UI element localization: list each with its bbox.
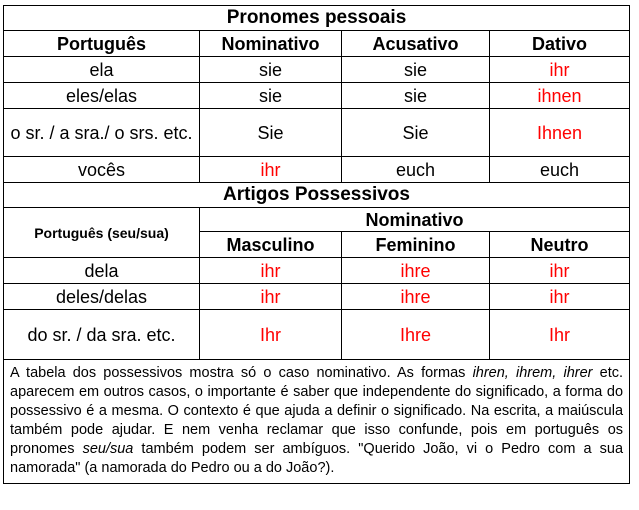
pronomes-row [4,83,630,109]
cell-neu: ihr [490,258,630,284]
note-row [4,360,630,484]
header-masculino: Masculino [200,232,342,258]
header-dativo: Dativo [490,31,630,57]
artigos-title-row [4,183,630,208]
artigos-header-row-1 [4,208,630,232]
header-portugues-seu-sua: Português (seu/sua) [4,208,200,258]
header-portugues: Português [4,31,200,57]
artigos-row [4,258,630,284]
header-acusativo: Acusativo [342,31,490,57]
cell-nom: ihr [200,157,342,183]
header-nominativo-group: Nominativo [200,208,630,232]
cell-acu: sie [342,57,490,83]
cell-fem: ihre [342,284,490,310]
cell-acu: sie [342,83,490,109]
cell-pt: o sr. / a sra./ o srs. etc. [4,109,200,157]
cell-masc: Ihr [200,310,342,360]
cell-nom: Sie [200,109,342,157]
pronomes-row [4,157,630,183]
pronomes-title-row [4,6,630,31]
header-neutro: Neutro [490,232,630,258]
artigos-title: Artigos Possessivos [4,183,630,208]
header-feminino: Feminino [342,232,490,258]
pronomes-row [4,109,630,157]
pronomes-row [4,57,630,83]
cell-dat: ihnen [490,83,630,109]
explanatory-note [4,360,630,484]
cell-masc: ihr [200,284,342,310]
pronomes-header-row [4,31,630,57]
cell-pt: dela [4,258,200,284]
cell-neu: ihr [490,284,630,310]
cell-acu: euch [342,157,490,183]
artigos-row [4,284,630,310]
cell-pt: ela [4,57,200,83]
cell-dat: ihr [490,57,630,83]
cell-acu: Sie [342,109,490,157]
cell-pt: vocês [4,157,200,183]
cell-dat: euch [490,157,630,183]
grammar-table-frame [3,5,629,484]
header-nominativo: Nominativo [200,31,342,57]
note-text: A tabela dos possessivos mostra só o caso nominativo. As formas [10,365,473,381]
cell-nom: sie [200,57,342,83]
artigos-row [4,310,630,360]
cell-dat: Ihnen [490,109,630,157]
cell-nom: sie [200,83,342,109]
note-italic-seu-sua: seu/sua [82,441,134,457]
cell-pt: do sr. / da sra. etc. [4,310,200,360]
cell-pt: deles/delas [4,284,200,310]
cell-fem: Ihre [342,310,490,360]
cell-pt: eles/elas [4,83,200,109]
cell-neu: Ihr [490,310,630,360]
grammar-table [3,5,630,484]
note-text: também podem ser ambíguos. "Querido João, vi o Pedro com a sua namorada" (a namorada do Pedro ou a do João?). [10,441,624,476]
cell-fem: ihre [342,258,490,284]
cell-masc: ihr [200,258,342,284]
pronomes-title: Pronomes pessoais [4,6,630,31]
note-italic-forms: ihren, ihrem, ihrer [472,365,593,381]
note-text: etc. aparecem em outros casos, o importante é saber que independente do significado, a forma do possessivo é a mesma. O contexto é que ajuda a definir o significado. Na escrita, a maiúscula também pode ajudar. E nem venha reclamar que isso confunde, pois em português os pronomes [10,365,624,457]
